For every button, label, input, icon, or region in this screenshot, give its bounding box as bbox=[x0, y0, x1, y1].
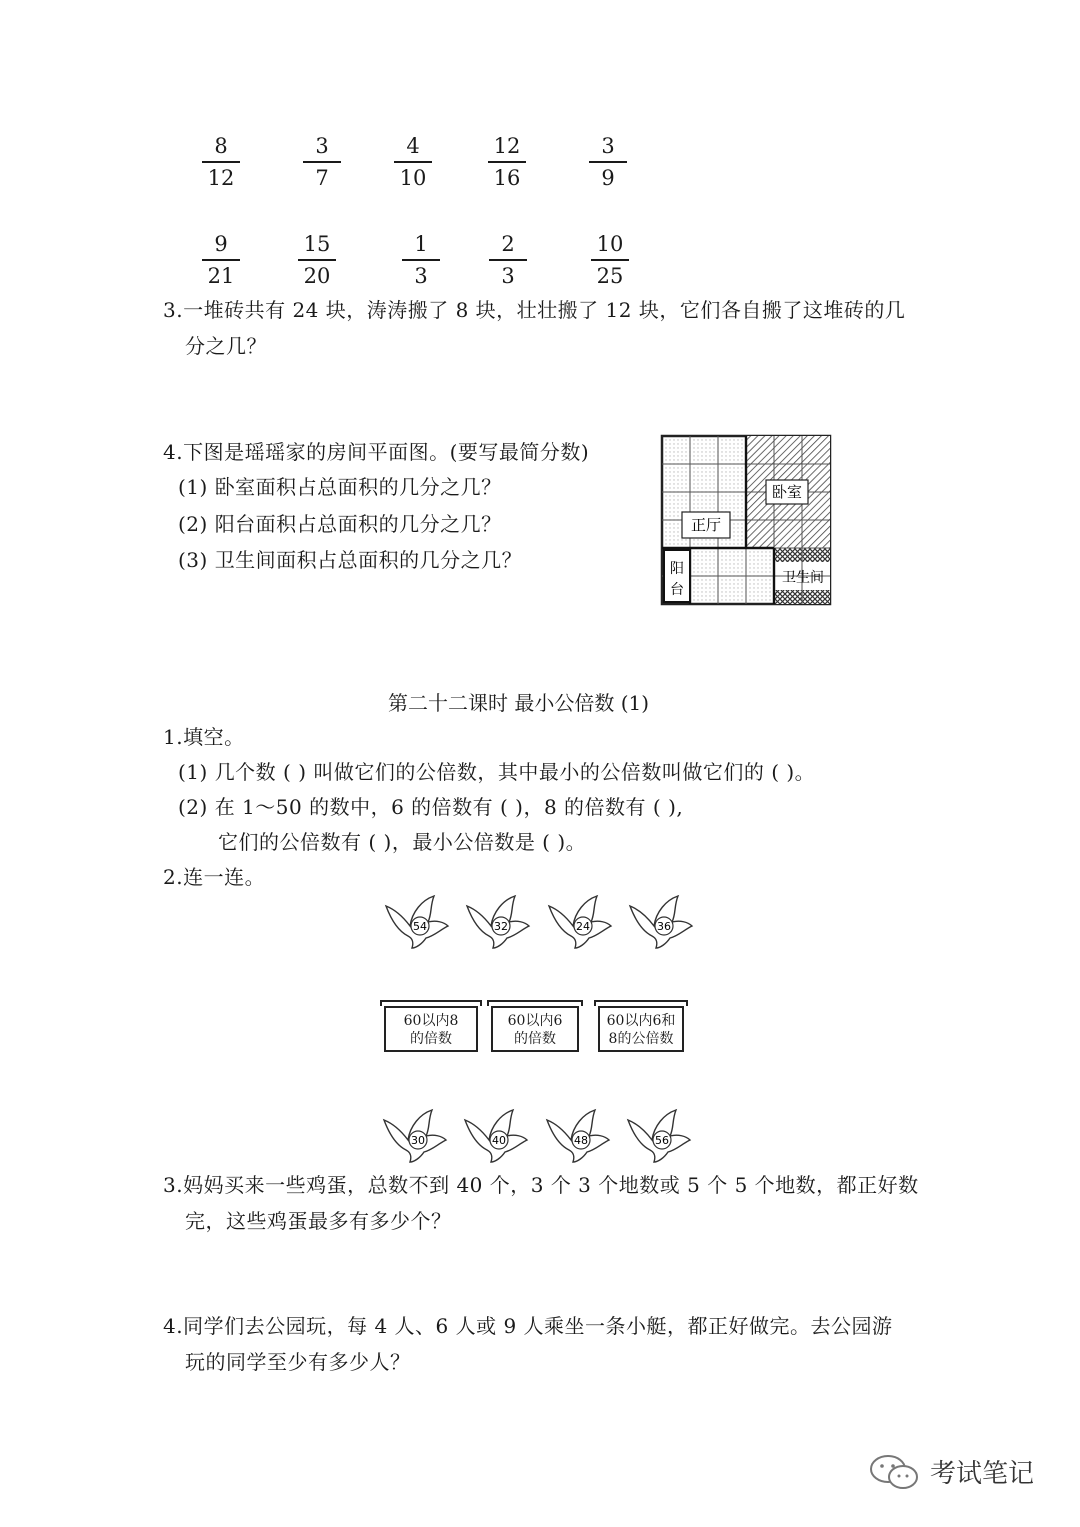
boat-question-line-1: 4.同学们去公园玩，每 4 人、6 人或 9 人乘坐一条小艇，都正好做完。去公园游 bbox=[163, 1314, 893, 1338]
numerator: 1 bbox=[414, 232, 428, 256]
numerator: 3 bbox=[601, 134, 615, 158]
dove-number: 56 bbox=[655, 1134, 669, 1147]
dove-number: 30 bbox=[411, 1134, 425, 1147]
fill-blank-line-3: 它们的公倍数有 ( )，最小公倍数是 ( )。 bbox=[218, 830, 587, 854]
fraction bbox=[388, 136, 438, 189]
box-line-1: 60以内8 bbox=[403, 1013, 459, 1029]
denominator: 3 bbox=[414, 263, 428, 288]
denominator: 12 bbox=[207, 165, 235, 190]
question-4-sub-1: (1) 卧室面积占总面积的几分之几？ bbox=[178, 475, 502, 499]
fill-blank-line-1: (1) 几个数 ( ) 叫做它们的公倍数，其中最小的公倍数叫做它们的 ( )。 bbox=[178, 760, 816, 784]
fraction bbox=[196, 136, 246, 189]
box-line-2: 8的公倍数 bbox=[608, 1031, 674, 1047]
numerator: 3 bbox=[315, 134, 329, 158]
balcony-label-1: 阳 bbox=[670, 561, 684, 577]
fraction bbox=[297, 136, 347, 189]
denominator: 9 bbox=[601, 165, 615, 190]
bathroom-label: 卫生间 bbox=[782, 570, 824, 586]
denominator: 25 bbox=[596, 263, 624, 288]
dove-number: 40 bbox=[492, 1134, 506, 1147]
category-box[interactable] bbox=[384, 1006, 478, 1052]
numerator: 8 bbox=[214, 134, 228, 158]
numerator: 15 bbox=[303, 232, 331, 256]
denominator: 3 bbox=[501, 263, 515, 288]
fraction bbox=[396, 234, 446, 287]
denominator: 20 bbox=[303, 263, 331, 288]
dove-icon[interactable] bbox=[380, 1106, 450, 1166]
balcony-label-2: 台 bbox=[670, 582, 684, 598]
question-4-sub-3: (3) 卫生间面积占总面积的几分之几？ bbox=[178, 548, 523, 572]
matching-title: 2.连一连。 bbox=[163, 865, 266, 889]
dove-number: 54 bbox=[413, 920, 427, 933]
dove-number: 32 bbox=[494, 920, 508, 933]
numerator: 9 bbox=[214, 232, 228, 256]
fraction bbox=[585, 234, 635, 287]
question-4-intro: 4.下图是瑶瑶家的房间平面图。(要写最简分数) bbox=[163, 440, 590, 464]
fraction bbox=[583, 136, 633, 189]
box-line-1: 60以内6和 bbox=[606, 1013, 676, 1029]
numerator: 2 bbox=[501, 232, 515, 256]
floor-plan-diagram bbox=[660, 434, 832, 606]
fill-blank-title: 1.填空。 bbox=[163, 725, 245, 749]
egg-question-line-1: 3.妈妈买来一些鸡蛋，总数不到 40 个，3 个 3 个地数或 5 个 5 个地数，都正好数 bbox=[163, 1173, 919, 1197]
dove-icon[interactable] bbox=[626, 892, 696, 952]
dove-icon[interactable] bbox=[624, 1106, 694, 1166]
boat-question-line-2: 玩的同学至少有多少人？ bbox=[185, 1350, 411, 1374]
question-3-line-2: 分之几？ bbox=[185, 334, 267, 358]
lesson-title: 第二十二课时 最小公倍数 (1) bbox=[388, 691, 650, 715]
dove-icon[interactable] bbox=[382, 892, 452, 952]
question-4-sub-2: (2) 阳台面积占总面积的几分之几？ bbox=[178, 512, 502, 536]
watermark-text: 考试笔记 bbox=[930, 1459, 1035, 1489]
wechat-logo-icon bbox=[868, 1452, 922, 1492]
bedroom-label: 卧室 bbox=[771, 483, 803, 501]
numerator: 12 bbox=[493, 134, 521, 158]
dove-number: 36 bbox=[657, 920, 671, 933]
denominator: 16 bbox=[493, 165, 521, 190]
dove-number: 48 bbox=[574, 1134, 588, 1147]
denominator: 21 bbox=[207, 263, 235, 288]
category-box[interactable] bbox=[598, 1006, 684, 1052]
denominator: 10 bbox=[399, 165, 427, 190]
fraction bbox=[483, 234, 533, 287]
box-line-1: 60以内6 bbox=[507, 1013, 563, 1029]
egg-question-line-2: 完，这些鸡蛋最多有多少个？ bbox=[185, 1209, 452, 1233]
box-line-2: 的倍数 bbox=[514, 1031, 556, 1047]
living-room-label: 正厅 bbox=[690, 516, 722, 534]
question-3-line-1: 3.一堆砖共有 24 块，涛涛搬了 8 块，壮壮搬了 12 块，它们各自搬了这堆砖的几 bbox=[163, 298, 906, 322]
dove-icon[interactable] bbox=[543, 1106, 613, 1166]
numerator: 10 bbox=[596, 232, 624, 256]
numerator: 4 bbox=[406, 134, 420, 158]
dove-icon[interactable] bbox=[463, 892, 533, 952]
fill-blank-line-2: (2) 在 1～50 的数中，6 的倍数有 ( )，8 的倍数有 ( ), bbox=[178, 795, 684, 819]
box-line-2: 的倍数 bbox=[410, 1031, 452, 1047]
dove-icon[interactable] bbox=[545, 892, 615, 952]
fraction bbox=[482, 136, 532, 189]
fraction bbox=[292, 234, 342, 287]
category-box[interactable] bbox=[491, 1006, 579, 1052]
dove-icon[interactable] bbox=[461, 1106, 531, 1166]
fraction bbox=[196, 234, 246, 287]
dove-number: 24 bbox=[576, 920, 590, 933]
denominator: 7 bbox=[315, 165, 329, 190]
